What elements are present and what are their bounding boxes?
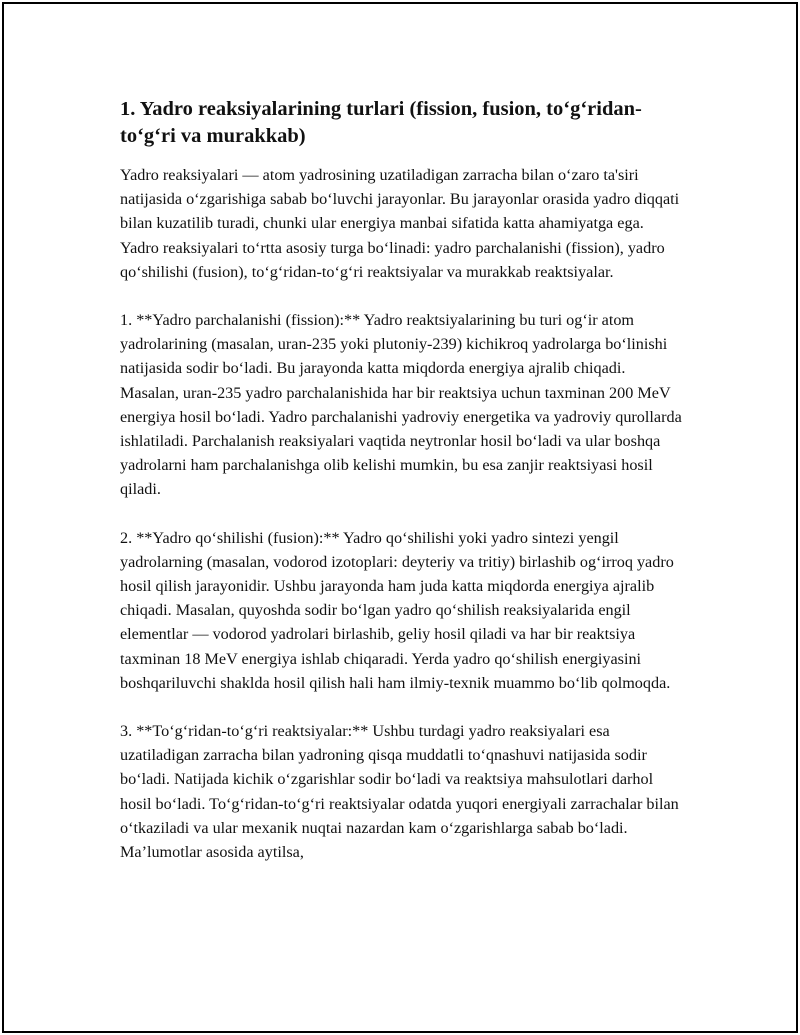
section-heading: 1. Yadro reaksiyalarining turlari (fission, fusion, to‘g‘ridan-to‘g‘ri va murakkab) <box>120 98 642 147</box>
fusion-paragraph: 2. **Yadro qo‘shilishi (fusion):** Yadro qo‘shilishi yoki yadro sintezi yengil yadrolarning (masalan, vodorod izotoplari: deyteriy va tritiy) birlashib og‘irroq yadro hosil qilish jarayonidir. Ushbu jarayonda ham juda katta miqdorda energiya ajralib chiqadi. Masalan, quyoshda sodir bo‘lgan yadro qo‘shilish reaksiyalarida engil elementlar — vodorod yadrolari birlashib, geliy hosil qiladi va har bir reaktsiya taxminan 18 MeV energiya ishlab chiqaradi. Yerda yadro qo‘shilish energiyasini boshqariluvchi shaklda hosil qilish hali ham ilmiy-texnik muammo bo‘lib qolmoqda. <box>120 528 674 692</box>
intro-paragraph: Yadro reaksiyalari — atom yadrosining uzatiladigan zarracha bilan o‘zaro ta'siri natijasida o‘zgarishiga sabab bo‘luvchi jarayonlar. Bu jarayonlar orasida yadro diqqati bilan kuzatilib turadi, chunki ular energiya manbai sifatida katta ahamiyatga ega. Yadro reaksiyalari to‘rtta asosiy turga bo‘linadi: yadro parchalanishi (fission), yadro qo‘shilishi (fusion), to‘g‘ridan-to‘g‘ri reaktsiyalar va murakkab reaktsiyalar. <box>120 166 680 281</box>
page-frame <box>2 2 798 1033</box>
document-body <box>120 96 686 888</box>
fission-paragraph: 1. **Yadro parchalanishi (fission):** Yadro reaktsiyalarining bu turi og‘ir atom yadrolarining (masalan, uran-235 yoki plutoniy-239) kichikroq yadrolarga bo‘linishi natijasida sodir bo‘ladi. Bu jarayonda katta miqdorda energiya ajralib chiqadi. Masalan, uran-235 yadro parchalanishida har bir reaktsiya uchun taxminan 200 MeV energiya hosil bo‘ladi. Yadro parchalanishi yadroviy energetika va yadroviy qurollarda ishlatiladi. Parchalanish reaksiyalari vaqtida neytronlar hosil bo‘ladi va ular boshqa yadrolarni ham parchalanishga olib kelishi mumkin, bu esa zanjir reaktsiyasi hosil qiladi. <box>120 311 682 499</box>
direct-reactions-paragraph: 3. **To‘g‘ridan-to‘g‘ri reaktsiyalar:** Ushbu turdagi yadro reaksiyalari esa uzatiladigan zarracha bilan yadroning qisqa muddatli to‘qnashuvi natijasida sodir bo‘ladi. Natijada kichik o‘zgarishlar sodir bo‘ladi va reaktsiya mahsulotlari darhol hosil bo‘ladi. To‘g‘ridan-to‘g‘ri reaktsiyalar odatda yuqori energiyali zarrachalar bilan o‘tkaziladi va ular mexanik nuqtai nazardan kam o‘zgarishlarga sabab bo‘ladi. Ma’lumotlar asosida aytilsa, <box>120 722 679 862</box>
